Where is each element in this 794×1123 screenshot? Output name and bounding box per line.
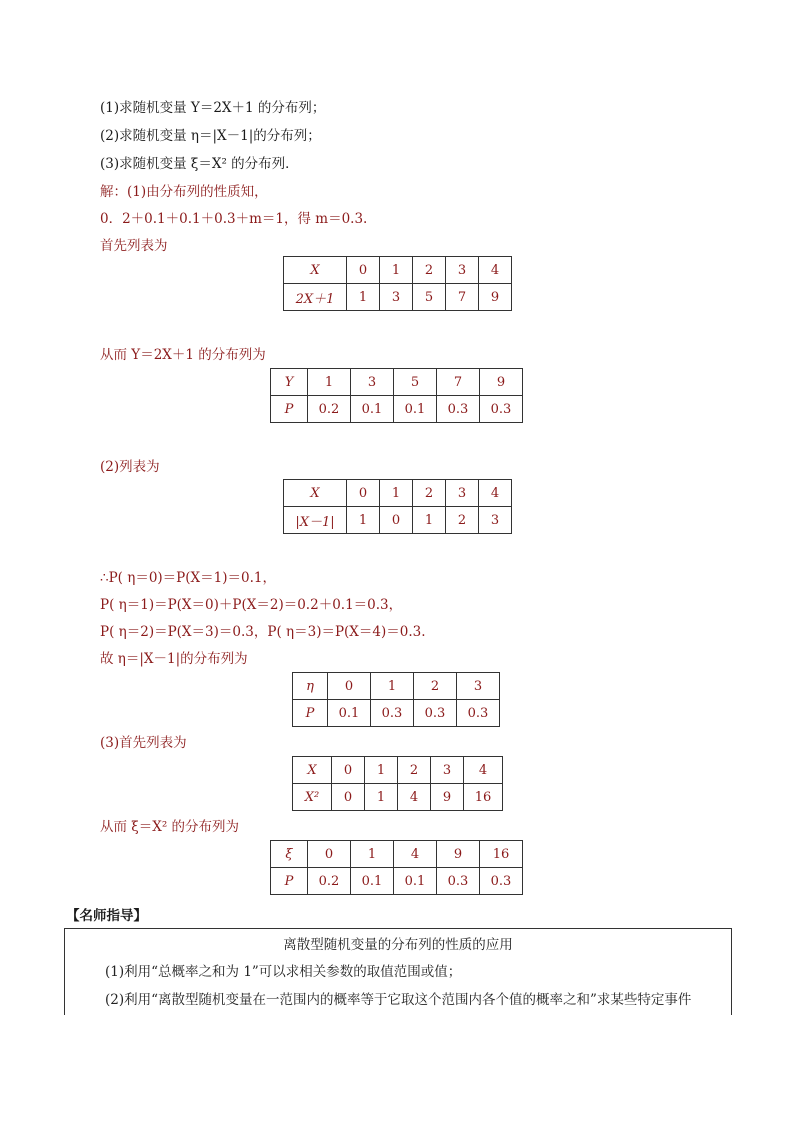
- table-cell: P: [271, 396, 308, 423]
- table-row: [293, 784, 503, 811]
- table-cell: 16: [464, 784, 503, 811]
- table-row: [271, 868, 523, 895]
- table-cell: 16: [480, 841, 523, 868]
- table-cell: X: [284, 257, 347, 284]
- table-x-2x-plus-1: [283, 256, 512, 311]
- table-x-x-squared: [292, 756, 503, 811]
- tip-box: [64, 928, 732, 1015]
- table-cell: |X－1|: [284, 507, 347, 534]
- calc-line-1: ∴P( η＝0)＝P(X＝1)＝0.1，: [100, 570, 276, 586]
- table-cell: 0: [380, 507, 413, 534]
- tip-paragraph-2: (2)利用“离散型随机变量在一范围内的概率等于它取这个范围内各个值的概率之和”求某些特定事件: [105, 992, 692, 1008]
- table-cell: X: [293, 757, 332, 784]
- table-cell: 0.1: [351, 868, 394, 895]
- table-row: [284, 480, 512, 507]
- table-cell: 0.3: [480, 396, 523, 423]
- table-row: [293, 700, 500, 727]
- table-cell: 0: [347, 257, 380, 284]
- table-cell: 2: [413, 480, 446, 507]
- question-1: (1)求随机变量 Y＝2X＋1 的分布列；: [100, 100, 326, 116]
- table-cell: 1: [413, 507, 446, 534]
- table-cell: Y: [271, 369, 308, 396]
- table-cell: 0: [328, 673, 371, 700]
- table-row: [293, 673, 500, 700]
- table-cell: 2: [446, 507, 479, 534]
- dist-xi-label: 从而 ξ＝X² 的分布列为: [100, 819, 240, 835]
- table-cell: 3: [479, 507, 512, 534]
- table-cell: 7: [437, 369, 480, 396]
- table-cell: 0.3: [457, 700, 500, 727]
- table-cell: 2X＋1: [284, 284, 347, 311]
- table-cell: 1: [347, 284, 380, 311]
- table-cell: 1: [308, 369, 351, 396]
- list-first-label: 首先列表为: [100, 238, 168, 254]
- table-cell: 3: [431, 757, 464, 784]
- table-cell: 0.3: [371, 700, 414, 727]
- table-row: [284, 257, 512, 284]
- table-y-distribution: [270, 368, 523, 423]
- table-cell: 0.3: [480, 868, 523, 895]
- table-cell: 4: [479, 257, 512, 284]
- table-row: [271, 396, 523, 423]
- table-xi-distribution: [270, 840, 523, 895]
- table-cell: 1: [347, 507, 380, 534]
- tip-title: 离散型随机变量的分布列的性质的应用: [283, 937, 513, 953]
- table-cell: 3: [446, 257, 479, 284]
- table-cell: 1: [380, 480, 413, 507]
- table-row: [284, 507, 512, 534]
- table-row: [271, 841, 523, 868]
- table-cell: 0: [347, 480, 380, 507]
- table-cell: 0.3: [414, 700, 457, 727]
- table-cell: 0: [332, 757, 365, 784]
- table-cell: P: [293, 700, 328, 727]
- table-cell: 4: [394, 841, 437, 868]
- table-cell: P: [271, 868, 308, 895]
- table-cell: ξ: [271, 841, 308, 868]
- table-cell: 3: [351, 369, 394, 396]
- solution-equation: 0．2＋0.1＋0.1＋0.3＋m＝1，得 m＝0.3.: [100, 211, 368, 227]
- dist-eta-label: 故 η＝|X－1|的分布列为: [100, 651, 248, 667]
- table-cell: 1: [365, 784, 398, 811]
- part-2-label: (2)列表为: [100, 459, 160, 475]
- table-cell: 0.1: [394, 868, 437, 895]
- table-cell: 2: [398, 757, 431, 784]
- table-cell: 0.1: [351, 396, 394, 423]
- table-cell: 9: [479, 284, 512, 311]
- table-cell: 1: [380, 257, 413, 284]
- table-cell: 4: [398, 784, 431, 811]
- table-eta-distribution: [292, 672, 500, 727]
- calc-line-3: P( η＝2)＝P(X＝3)＝0.3，P( η＝3)＝P(X＝4)＝0.3.: [100, 624, 426, 640]
- table-row: [293, 757, 503, 784]
- table-cell: 9: [437, 841, 480, 868]
- table-cell: 0.3: [437, 868, 480, 895]
- table-cell: 1: [351, 841, 394, 868]
- table-cell: 9: [480, 369, 523, 396]
- table-cell: X²: [293, 784, 332, 811]
- table-cell: 0.1: [394, 396, 437, 423]
- question-2: (2)求随机变量 η＝|X－1|的分布列；: [100, 128, 321, 144]
- table-cell: η: [293, 673, 328, 700]
- table-cell: X: [284, 480, 347, 507]
- tip-paragraph-1: (1)利用“总概率之和为 1”可以求相关参数的取值范围或值；: [105, 964, 462, 980]
- table-cell: 0.3: [437, 396, 480, 423]
- table-cell: 0: [308, 841, 351, 868]
- table-x-abs-x-minus-1: [283, 479, 512, 534]
- tip-header: 【名师指导】: [66, 908, 147, 924]
- table-cell: 0: [332, 784, 365, 811]
- part-3-label: (3)首先列表为: [100, 735, 187, 751]
- dist-y-label: 从而 Y＝2X＋1 的分布列为: [100, 347, 266, 363]
- question-3: (3)求随机变量 ξ＝X² 的分布列．: [100, 156, 299, 172]
- table-cell: 5: [413, 284, 446, 311]
- table-cell: 3: [457, 673, 500, 700]
- table-cell: 0.2: [308, 868, 351, 895]
- table-cell: 3: [380, 284, 413, 311]
- table-cell: 5: [394, 369, 437, 396]
- table-cell: 3: [446, 480, 479, 507]
- table-cell: 4: [464, 757, 503, 784]
- table-cell: 1: [371, 673, 414, 700]
- table-cell: 1: [365, 757, 398, 784]
- solution-intro: 解：(1)由分布列的性质知，: [100, 184, 268, 200]
- table-cell: 2: [414, 673, 457, 700]
- table-cell: 7: [446, 284, 479, 311]
- table-row: [284, 284, 512, 311]
- table-cell: 0.2: [308, 396, 351, 423]
- table-cell: 0.1: [328, 700, 371, 727]
- table-row: [271, 369, 523, 396]
- table-cell: 4: [479, 480, 512, 507]
- table-cell: 2: [413, 257, 446, 284]
- calc-line-2: P( η＝1)＝P(X＝0)＋P(X＝2)＝0.2＋0.1＝0.3，: [100, 597, 403, 613]
- table-cell: 9: [431, 784, 464, 811]
